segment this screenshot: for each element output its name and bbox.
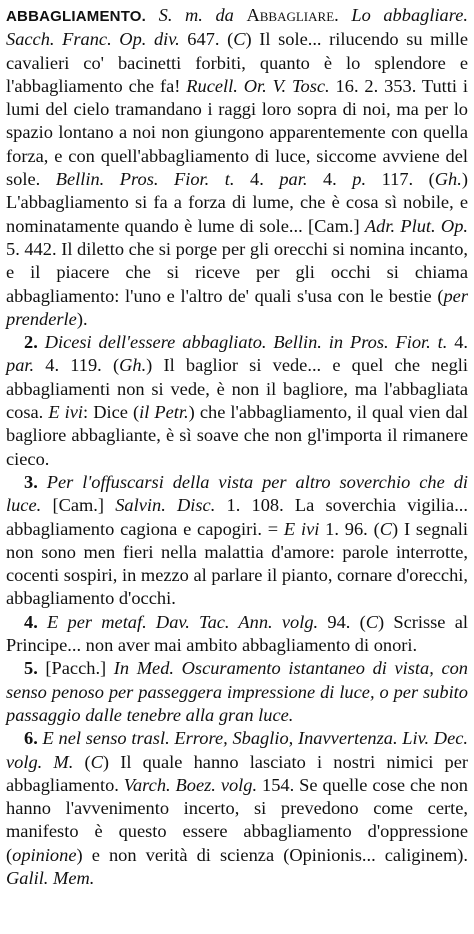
sense-3 — [6, 471, 468, 611]
text-run: ( — [73, 751, 91, 772]
smallcaps-text: Abbagliare — [246, 5, 335, 25]
dictionary-page — [6, 4, 468, 890]
text-run: ) Scrisse al Principe... non aver mai ambito abbagliamento di onori. — [6, 611, 468, 656]
text-run: ) e non verità di scienza (Opinionis... caliginem). — [76, 844, 468, 865]
text-run — [146, 5, 159, 25]
text-run: [Pacch.] — [37, 658, 114, 679]
italic-text: Per l'offuscarsi della vista per altro soverchio che di luce. — [6, 471, 469, 516]
italic-text: S. m. da — [158, 5, 247, 25]
sense-number: 3. — [24, 471, 38, 492]
sense-number: 2. — [24, 332, 38, 353]
sense-4 — [6, 611, 468, 658]
text-run: ) Il quale hanno lasciato i nostri nimici per abbagliamento. — [6, 751, 468, 795]
italic-text: Gh. — [434, 169, 462, 190]
italic-text: Lo abbagliare. Sacch. Franc. Op. div. — [6, 5, 468, 50]
italic-text: Galil. Mem. — [6, 867, 95, 888]
text-run: 16. 2. 353. Tutti i lumi del cielo tramandano i raggi loro sopra di noi, ma per lo spazio lontano a noi non giungono apparentemente con quella forza, e con quell'abbagliamento di luce, siccome avviene del sole. — [6, 75, 468, 190]
sense-text — [6, 658, 468, 725]
text-run: 117. ( — [366, 169, 435, 190]
entry-abbagliamento — [6, 4, 468, 331]
italic-text: par. — [6, 355, 35, 376]
italic-text: per prenderle — [6, 285, 468, 329]
text-run: 647. ( — [179, 29, 234, 50]
italic-text: Bellin. Pros. Fior. t. — [55, 169, 235, 190]
sense-text — [6, 472, 468, 608]
sense-6 — [6, 727, 468, 890]
italic-text: E ivi — [283, 518, 320, 539]
sense-text — [6, 612, 468, 655]
text-run: ) I segnali non sono men fieri nella malattia d'amore: parole interrotte, cocenti sospiri, in mezzo al parlare il pianto, cornare d'orecchi, abbagliamento d'occhi. — [6, 518, 468, 609]
text-run — [38, 472, 47, 492]
sense-number: 6. — [24, 728, 38, 749]
text-run: 154. Se quelle cose che non hanno l'avvenimento incerto, si prevedono come certe, manifesto è questo essere abbagliamento d'oppressione ( — [6, 774, 468, 865]
italic-text: E per metaf. Dav. Tac. Ann. volg. — [47, 611, 319, 632]
italic-text: E nel senso trasl. Errore, Sbaglio, Inavvertenza. Liv. Dec. volg. M. — [6, 728, 468, 772]
italic-text: Rucell. Or. V. Tosc. — [186, 75, 330, 96]
text-run: 4. — [447, 332, 469, 353]
italic-text: Salvin. Disc. — [115, 495, 216, 516]
sense-number: 4. — [24, 611, 38, 632]
text-run: 4. — [307, 169, 353, 190]
text-run: ) che l'abbagliamento, il qual vien dal bagliore abbagliante, è sì soave che non gl'importa il rimanere cieco. — [6, 402, 468, 469]
italic-text: C — [365, 611, 379, 632]
text-run: 5. 442. Il diletto che si porge per gli orecchi si nomina incanto, e il piacere che si riceve per gli occhi si chiama abbagliamento: l'uno e l'altro de' quali s'usa con le bestie ( — [6, 238, 468, 306]
italic-text: C — [233, 29, 246, 50]
italic-text: Varch. Boez. volg. — [123, 774, 258, 795]
sense-2 — [6, 331, 468, 471]
italic-text: E ivi — [48, 402, 84, 423]
text-run — [38, 332, 45, 352]
text-run: [Cam.] — [41, 495, 116, 516]
italic-text: Dicesi dell'essere abbagliato. Bellin. in Pros. Fior. t. — [44, 332, 448, 353]
italic-text: par. — [279, 169, 308, 190]
headword: ABBAGLIAMENTO. — [6, 8, 147, 25]
italic-text: Gh. — [119, 355, 147, 376]
sense-number: 5. — [24, 658, 38, 679]
text-run: 4. 119. ( — [34, 355, 120, 376]
text-run: : Dice ( — [83, 402, 140, 423]
text-run: 4. — [234, 169, 280, 190]
text-run: 1. 108. La soverchia vigilia... abbagliamento cagiona e capogiri. = — [6, 495, 468, 539]
italic-text: C — [379, 518, 392, 539]
sense-5 — [6, 657, 468, 727]
sense-text — [6, 332, 468, 468]
sense-text — [6, 728, 468, 888]
text-run: ) Il baglior si vede... e quel che negli abbagliamenti non si vede, è non il bagliore, ma l'abbagliata cosa. — [6, 355, 469, 423]
text-run: ) L'abbagliamento si fa a forza di lume, che è cosa sì nobile, e nominatamente quando è lume di sole... [Cam.] — [6, 169, 468, 236]
italic-text: p. — [352, 169, 367, 190]
text-run: ) Il sole... rilucendo su mille cavalieri co' bacinetti forbiti, quanto è lo splendore e l'abbagliamento che fa! — [6, 29, 468, 96]
italic-text: C — [90, 751, 103, 772]
italic-text: opinione — [12, 844, 77, 865]
text-run — [38, 612, 47, 632]
italic-text: Adr. Plut. Op. — [364, 215, 468, 236]
entry-definition — [6, 5, 468, 329]
text-run: ). — [76, 308, 88, 329]
text-run: 1. 96. ( — [319, 518, 380, 539]
text-run: 94. ( — [318, 611, 366, 632]
text-run: . — [334, 5, 352, 25]
italic-text: In Med. Oscuramento istantaneo di vista, con senso penoso per passeggera impressione di luce, o per subito passaggio dalle tenebre alla gran luce. — [6, 658, 469, 725]
italic-text: il Petr. — [139, 402, 189, 423]
